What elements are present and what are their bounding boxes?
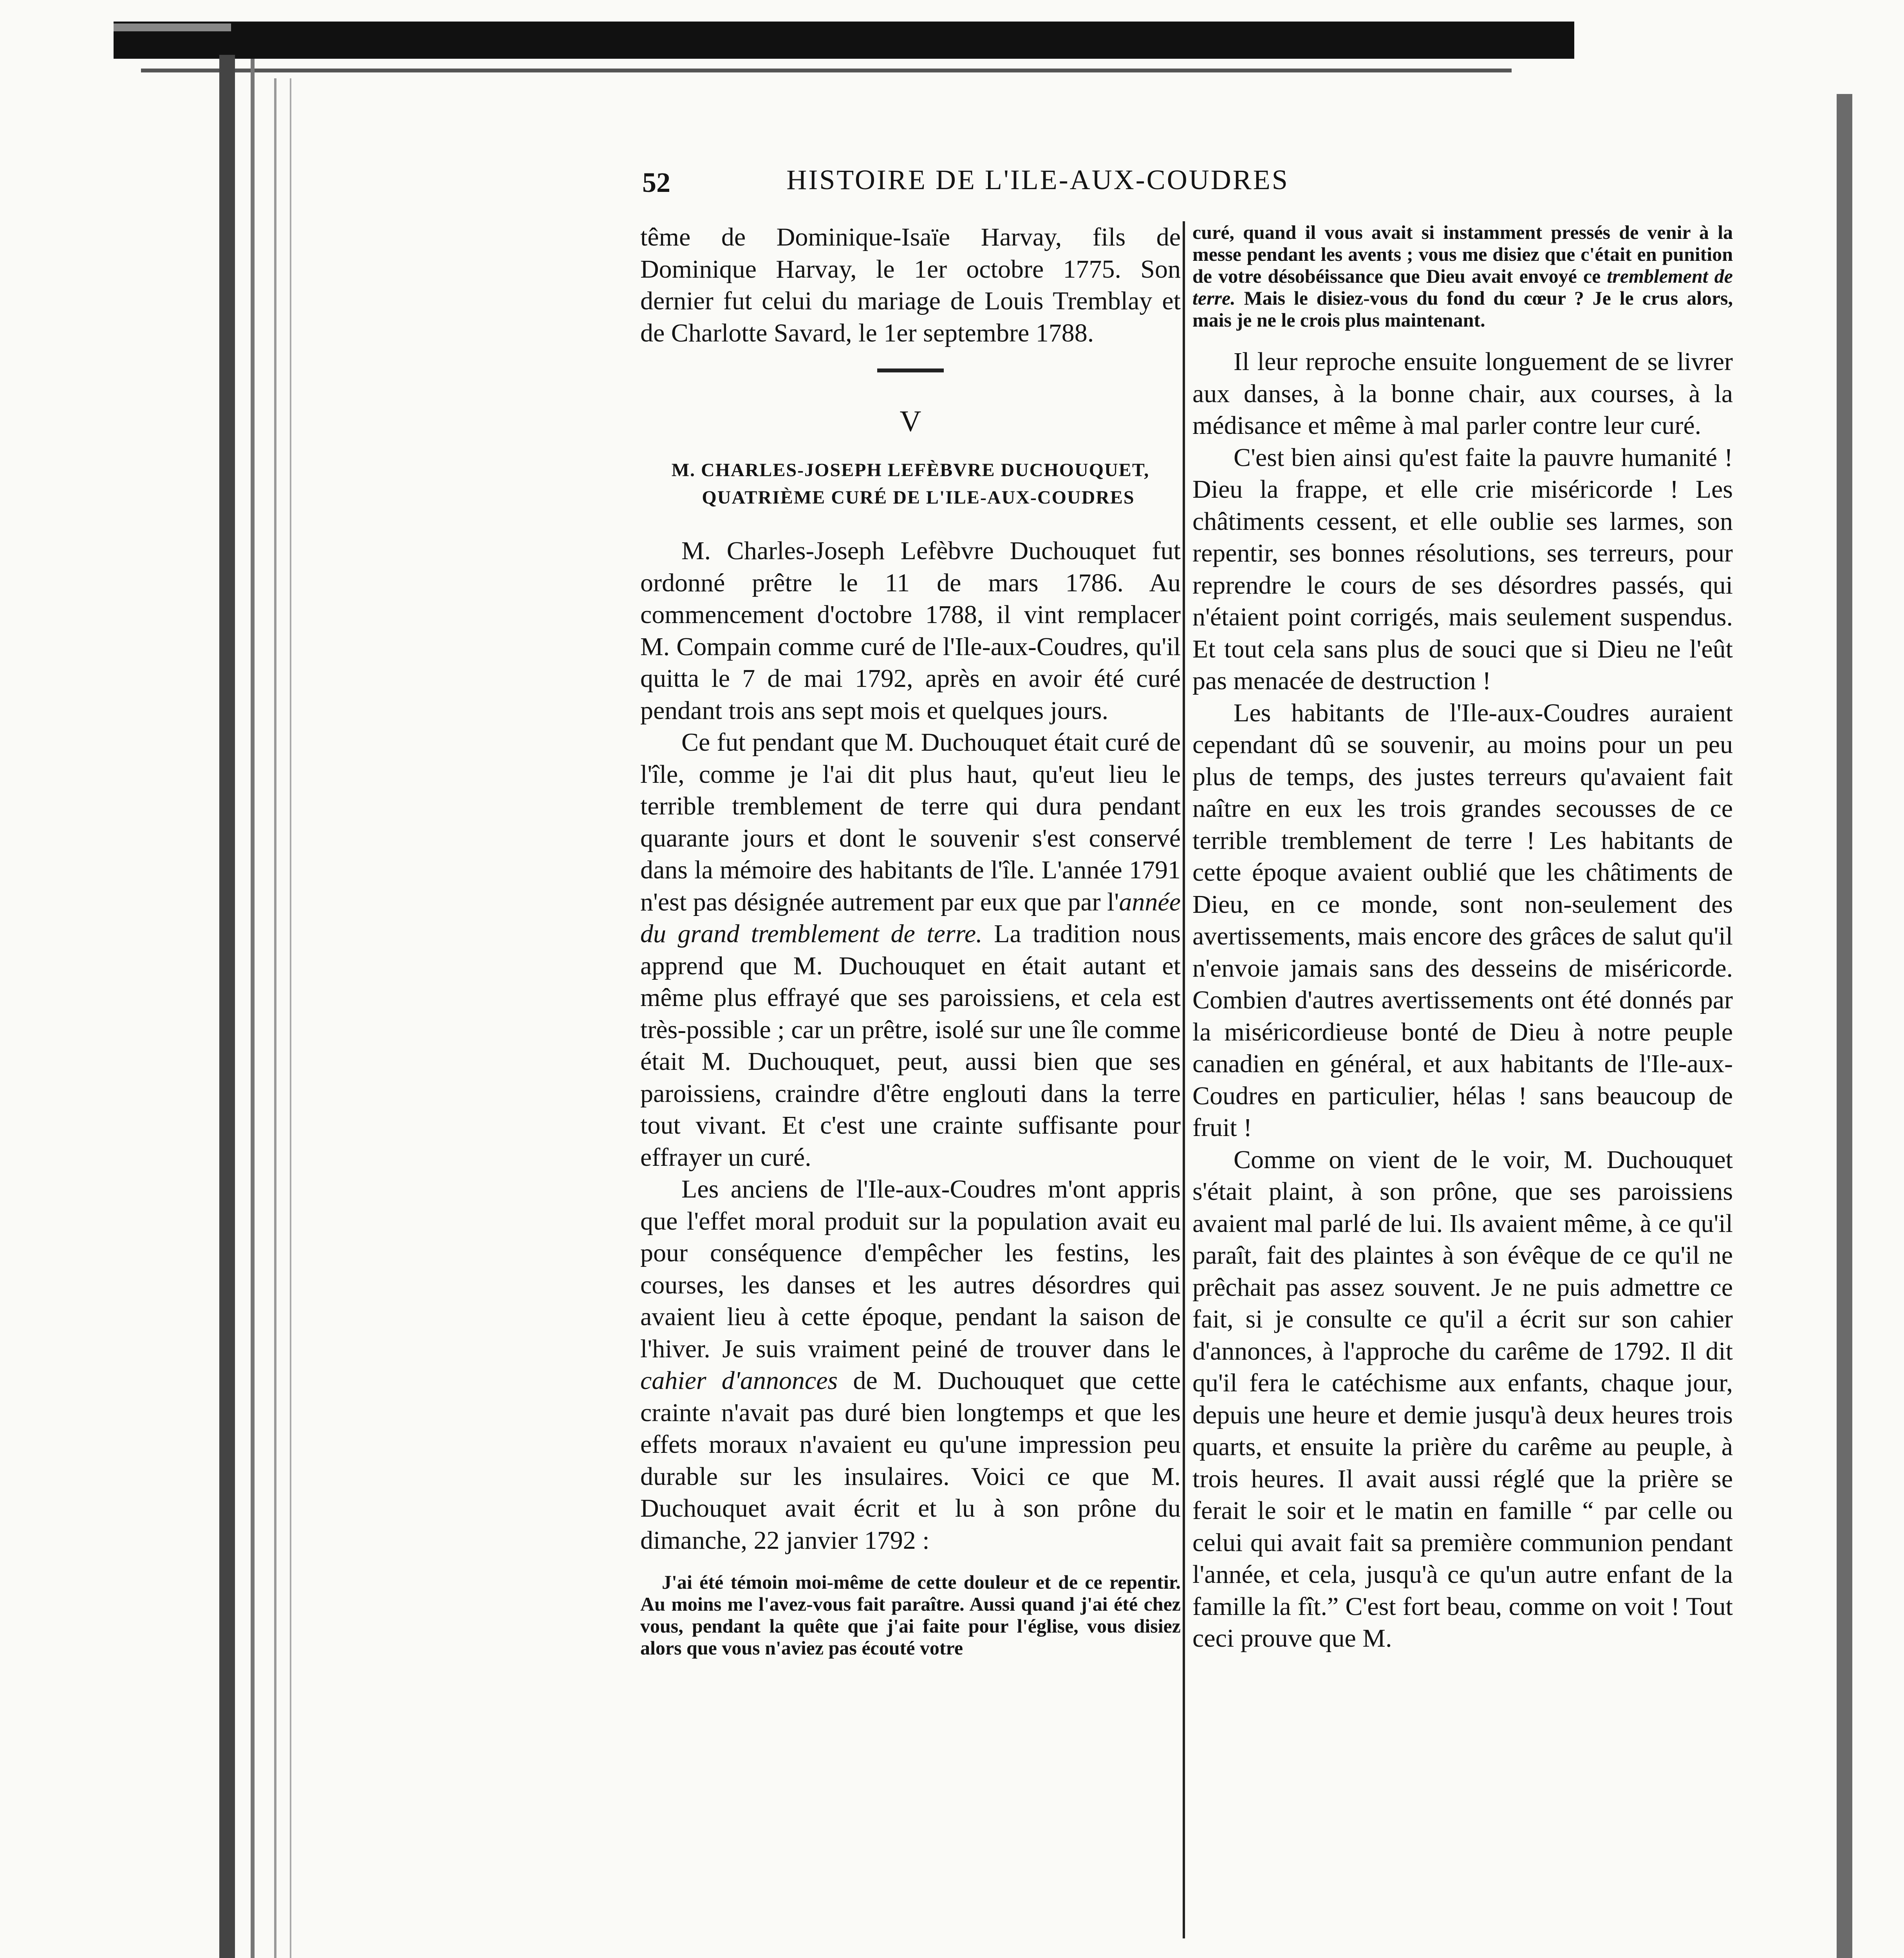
paragraph-1: M. Charles-Joseph Lefèbvre Duchouquet fut ordonné prêtre le 11 de mars 1786. Au commencement d'octobre 1788, il vint remplacer M. Compain comme curé de l'Ile-aux-Coudres, qu'il quitta le 7 de mai 1792, après en avoir été curé pendant trois ans sept mois et quelques jours.: [640, 536, 1181, 725]
intro-paragraph: tême de Dominique-Isaïe Harvay, fils de Dominique Harvay, le 1er octobre 1775. Son dernier fut celui du mariage de Louis Tremblay et de Charlotte Savard, le 1er septembre 1788.: [640, 223, 1181, 347]
section-heading: [640, 457, 1181, 511]
paragraph-4: Il leur reproche ensuite longuement de se livrer aux danses, à la bonne chair, aux courses, à la médisance et même à mal parler contre leur curé.: [1192, 347, 1733, 440]
running-title: HISTOIRE DE L'ILE-AUX-COUDRES: [786, 164, 1289, 195]
section-heading-line-1: M. CHARLES-JOSEPH LEFÈBVRE DUCHOUQUET,: [671, 460, 1150, 480]
scan-left-edge-line: [274, 78, 276, 1958]
paragraph-6: Les habitants de l'Ile-aux-Coudres auraient cependant dû se souvenir, au moins pour un peu plus de temps, des justes terreurs qu'avaient fait naître en eux les trois grandes secousses de ce terrible tremblement de terre ! Les habitants de cette époque avaient oublié que les châtiments de Dieu, en ce monde, sont non-seulement des avertissements, mais encore des grâces de salut qu'il n'envoie jamais sans des desseins de miséricorde. Combien d'autres avertissements ont été donnés par la miséricordieuse bonté de Dieu à notre peuple canadien en général, et aux habitants de l'Ile-aux-Coudres en particulier, hélas ! sans beaucoup de fruit !: [1192, 698, 1733, 1142]
paragraph-2-text-b: La tradition nous apprend que M. Duchouquet en était autant et même plus effrayé que ses paroissiens, et cela est très-possible ; car un prêtre, isolé sur une île comme était M. Duchouquet, peut, aussi bien que ses paroissiens, craindre d'être englouti dans la terre tout vivant. Et c'est une crainte suffisante pour effrayer un curé.: [640, 919, 1181, 1172]
quotation-italic: tremblement de terre.: [1192, 265, 1733, 309]
scan-top-line: [141, 69, 1512, 72]
paragraph-5: C'est bien ainsi qu'est faite la pauvre humanité ! Dieu la frappe, et elle crie miséricorde ! Les châtiments cessent, et elle oublie ses larmes, son repentir, ses bonnes résolutions, ses terreurs, pour reprendre le cours de ses désordres passés, qui n'étaient point corrigés, mais seulement suspendus. Et tout cela sans plus de souci que si Dieu ne l'eût pas menacée de destruction !: [1192, 443, 1733, 695]
paragraph-2-italic: année du grand tremblement de terre.: [640, 887, 1181, 948]
paragraph-2-text-a: Ce fut pendant que M. Duchouquet était curé de l'île, comme je l'ai dit plus haut, qu'eut lieu le terrible tremblement de terre qui dura pendant quarante jours et dont le souvenir s'est conservé dans la mémoire des habitants de l'île. L'année 1791 n'est pas désignée autrement par eux que par l': [640, 728, 1181, 916]
section-heading-line-2: QUATRIÈME CURÉ DE L'ILE-AUX-COUDRES: [702, 487, 1135, 508]
scan-left-edge-line: [290, 78, 291, 1958]
paragraph-2: [640, 726, 1181, 1173]
scan-left-edge: [219, 55, 235, 1958]
paragraph-3: [640, 1173, 1181, 1556]
quotation-continued: [1192, 221, 1733, 331]
scan-left-edge-line: [251, 59, 255, 1958]
quotation-text-b: Mais le disiez-vous du fond du cœur ? Je le crus alors, mais je ne le crois plus maintenant.: [1192, 287, 1733, 331]
paragraph-3-text-b: de M. Duchouquet que cette crainte n'avait pas duré bien longtemps et que les effets moraux n'avaient eu qu'une impression peu durable sur les insulaires. Voici ce que M. Duchouquet avait écrit et lu à son prône du dimanche, 22 janvier 1792 :: [640, 1366, 1181, 1555]
left-column: [640, 221, 1181, 1659]
scan-corner-shadow: [114, 23, 231, 31]
scan-top-shadow: [114, 22, 1574, 59]
right-column: [1192, 221, 1733, 1655]
column-divider: [1183, 221, 1185, 1938]
section-rule: [877, 368, 944, 372]
page-number: 52: [642, 167, 670, 198]
quotation-start: J'ai été témoin moi-même de cette douleur et de ce repentir. Au moins me l'avez-vous fait paraître. Aussi quand j'ai été chez vous, pendant la quête que j'ai faite pour l'église, vous disiez alors que vous n'aviez pas écouté votre: [640, 1571, 1181, 1659]
quotation-text-a: curé, quand il vous avait si instamment pressés de venir à la messe pendant les avents ; vous me disiez que c'était en punition de votre désobéissance que Dieu avait envoyé ce: [1192, 221, 1733, 287]
section-numeral: V: [900, 405, 921, 438]
paragraph-3-text-a: Les anciens de l'Ile-aux-Coudres m'ont appris que l'effet moral produit sur la population avait eu pour conséquence d'empêcher les festins, les courses, les danses et les autres désordres qui avaient lieu à cette époque, pendant la saison de l'hiver. Je suis vraiment peiné de trouver dans le: [640, 1175, 1181, 1363]
paragraph-3-italic: cahier d'annonces: [640, 1366, 838, 1395]
scan-right-edge: [1837, 94, 1852, 1958]
paragraph-7: Comme on vient de le voir, M. Duchouquet s'était plaint, à son prône, que ses paroissiens avaient mal parlé de lui. Ils avaient même, à ce qu'il paraît, fait des plaintes à son évêque de ce qu'il ne prêchait pas assez souvent. Je ne puis admettre ce fait, si je consulte ce qu'il a écrit sur son cahier d'annonces, à l'approche du carême de 1792. Il dit qu'il fera le catéchisme aux enfants, chaque jour, depuis une heure et demie jusqu'à deux heures trois quarts, et ensuite la prière du carême au peuple, à trois heures. Il avait aussi réglé que la prière se ferait le soir et le matin en famille “ par celle ou celui qui avait fait sa première communion pendant l'année, et cela, jusqu'à ce qu'un autre enfant de la famille la fît.” C'est fort beau, comme on voit ! Tout ceci prouve que M.: [1192, 1145, 1733, 1653]
